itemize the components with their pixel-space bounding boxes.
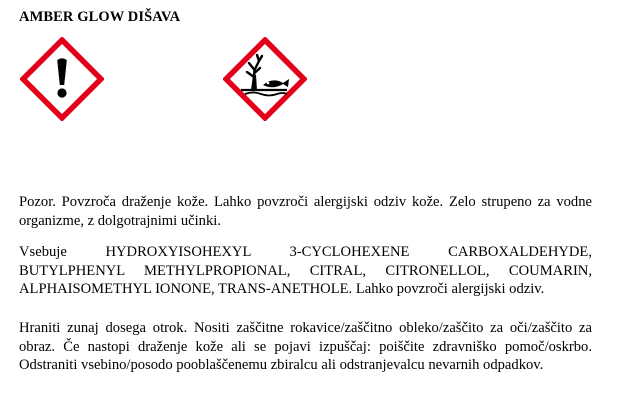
contains-statement: Vsebuje HYDROXYISOHEXYL 3-CYCLOHEXENE CARBOXALDEHYDE, BUTYLPHENYL METHYLPROPIONAL, CITRAL, CITRONELLOL, COUMARIN, ALPHAISOMETHYL IONONE, TRANS-ANETHOLE. Lahko povzroči alergijski odziv. (19, 244, 592, 298)
ghs07-exclamation-mark-icon (20, 37, 104, 121)
precautionary-statement: Hraniti zunaj dosega otrok. Nositi zaščitne rokavice/zaščitno obleko/zaščito za oči/zaščito za obraz. Če nastopi draženje kože ali se pojavi izpuščaj: poiščite zdravniško pomoč/oskrbo. Odstraniti vsebino/posodo pooblaščenemu zbiralcu ali odstranjevalcu nevarnih odpadkov. (19, 320, 592, 374)
product-title: AMBER GLOW DIŠAVA (19, 9, 181, 25)
ghs09-environment-icon (223, 37, 307, 121)
hazard-statement: Pozor. Povzroča draženje kože. Lahko povzroči alergijski odziv kože. Zelo strupeno za vodne organizme, z dolgotrajnimi učinki. (19, 194, 592, 229)
